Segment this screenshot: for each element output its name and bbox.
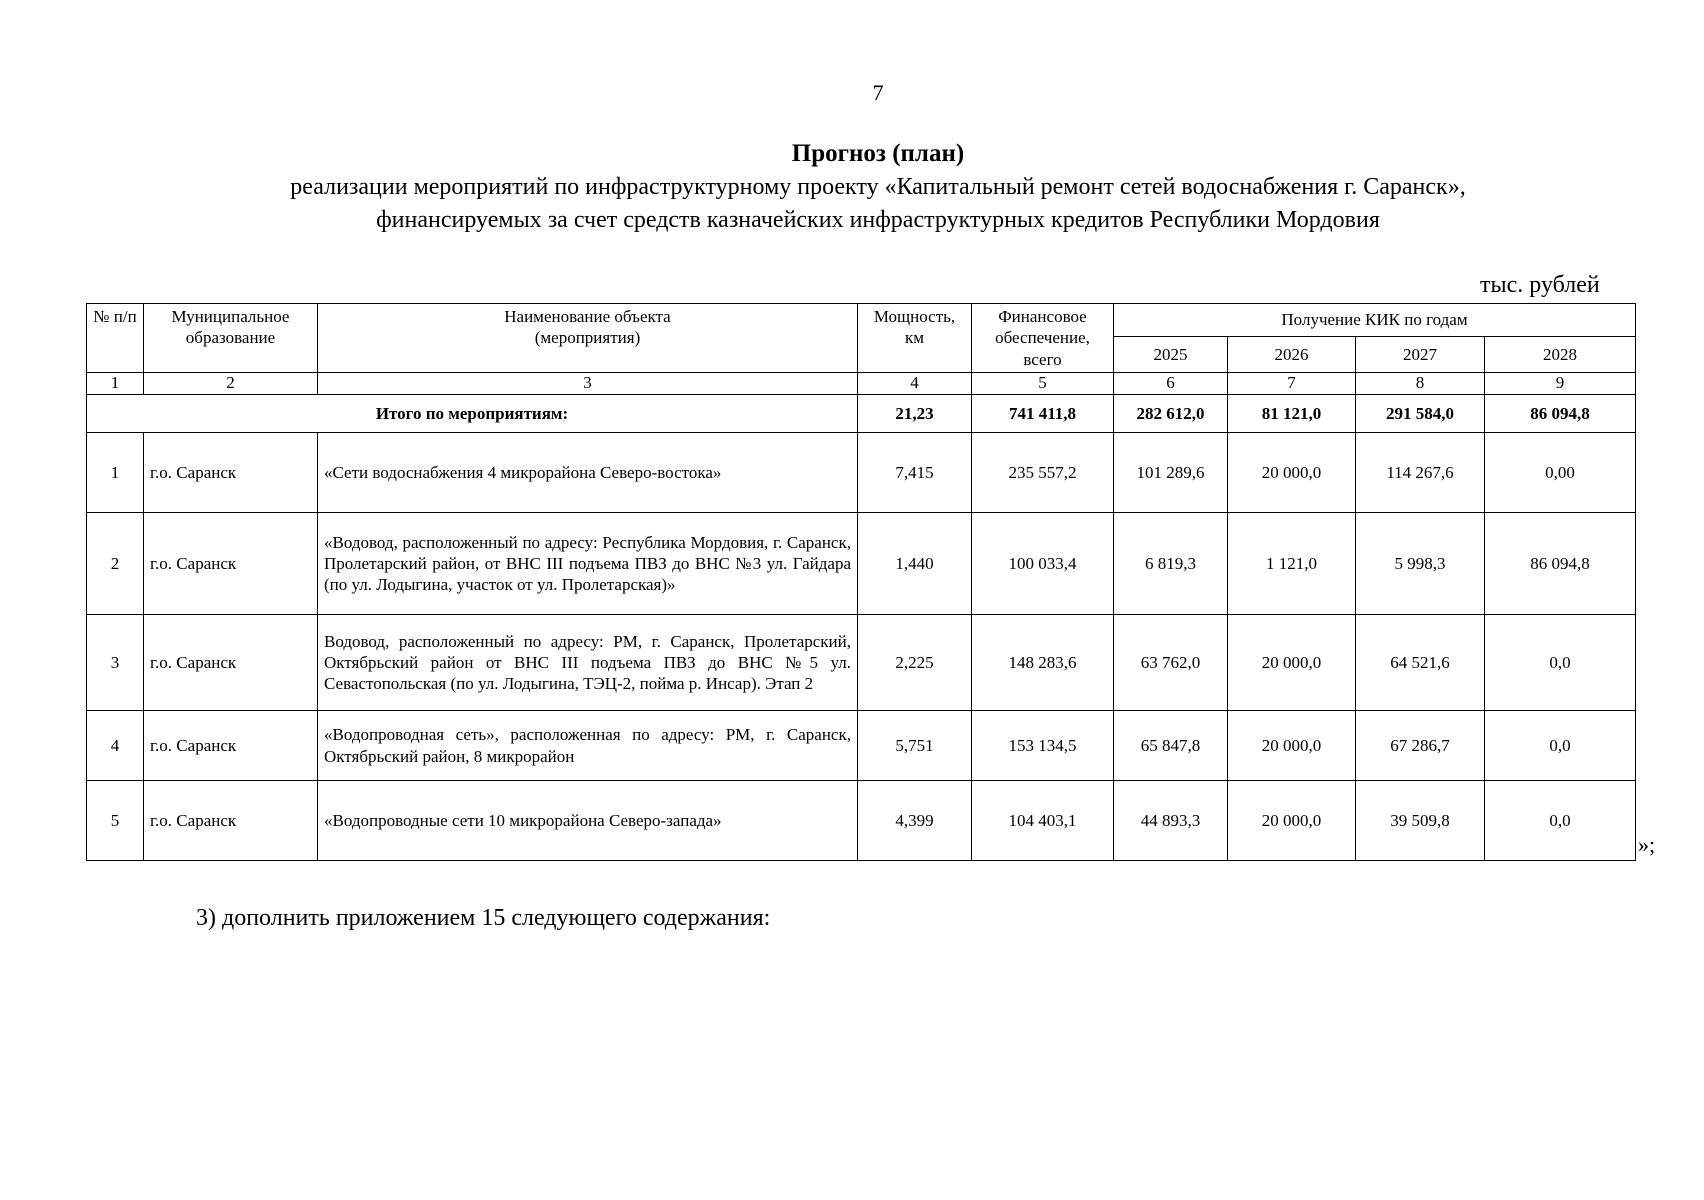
- table-row: [87, 513, 1636, 615]
- column-number: 9: [1485, 373, 1636, 395]
- row-2025: 44 893,3: [1114, 781, 1228, 861]
- page-number: 7: [872, 80, 884, 105]
- column-number: 1: [87, 373, 144, 395]
- total-capacity: 21,23: [858, 395, 972, 433]
- row-2026: 20 000,0: [1228, 781, 1356, 861]
- document-title: Прогноз (план): [791, 140, 965, 167]
- row-2025: 101 289,6: [1114, 433, 1228, 513]
- header-municipality: Муниципальное образование: [144, 304, 318, 373]
- row-2026: 20 000,0: [1228, 433, 1356, 513]
- row-2027: 64 521,6: [1356, 615, 1485, 711]
- row-2028: 0,0: [1485, 615, 1636, 711]
- row-num: 4: [87, 711, 144, 781]
- table-row: [87, 711, 1636, 781]
- column-number: 6: [1114, 373, 1228, 395]
- row-capacity: 2,225: [858, 615, 972, 711]
- amendment-text: 3) дополнить приложением 15 следующего содержания:: [196, 905, 771, 931]
- closing-quote-mark: »;: [1638, 832, 1656, 857]
- total-2025: 282 612,0: [1114, 395, 1228, 433]
- header-financing: Финансовое обеспечение, всего: [972, 304, 1114, 373]
- total-label: Итого по мероприятиям:: [87, 395, 858, 433]
- row-2027: 67 286,7: [1356, 711, 1485, 781]
- header-year-2025: 2025: [1114, 337, 1228, 373]
- header-capacity: Мощность, км: [858, 304, 972, 373]
- row-2027: 114 267,6: [1356, 433, 1485, 513]
- row-object: «Водопроводная сеть», расположенная по адресу: РМ, г. Саранск, Октябрьский район, 8 микрорайон: [318, 711, 858, 781]
- header-year-2027: 2027: [1356, 337, 1485, 373]
- row-capacity: 5,751: [858, 711, 972, 781]
- row-num: 2: [87, 513, 144, 615]
- column-number: 7: [1228, 373, 1356, 395]
- row-municipality: г.о. Саранск: [144, 781, 318, 861]
- row-municipality: г.о. Саранск: [144, 513, 318, 615]
- column-number: 5: [972, 373, 1114, 395]
- table-row: [87, 433, 1636, 513]
- row-2026: 20 000,0: [1228, 711, 1356, 781]
- row-capacity: 7,415: [858, 433, 972, 513]
- row-object: «Сети водоснабжения 4 микрорайона Северо-востока»: [318, 433, 858, 513]
- row-financing: 148 283,6: [972, 615, 1114, 711]
- row-2028: 0,00: [1485, 433, 1636, 513]
- total-row: [87, 395, 1636, 433]
- row-2025: 65 847,8: [1114, 711, 1228, 781]
- header-object-line2: (мероприятия): [534, 328, 641, 348]
- forecast-table: [86, 303, 1636, 861]
- row-financing: 100 033,4: [972, 513, 1114, 615]
- row-num: 3: [87, 615, 144, 711]
- row-2028: 0,0: [1485, 781, 1636, 861]
- table-row: [87, 781, 1636, 861]
- row-municipality: г.о. Саранск: [144, 615, 318, 711]
- column-number: 3: [318, 373, 858, 395]
- row-2025: 6 819,3: [1114, 513, 1228, 615]
- column-number-row: [87, 373, 1636, 395]
- row-2027: 5 998,3: [1356, 513, 1485, 615]
- row-2026: 1 121,0: [1228, 513, 1356, 615]
- row-capacity: 1,440: [858, 513, 972, 615]
- header-row-top: [87, 304, 1636, 337]
- column-number: 4: [858, 373, 972, 395]
- row-2026: 20 000,0: [1228, 615, 1356, 711]
- row-municipality: г.о. Саранск: [144, 711, 318, 781]
- header-object: [318, 304, 858, 373]
- row-object: Водовод, расположенный по адресу: РМ, г. Саранск, Пролетарский, Октябрьский район от ВНС III подъема ПВЗ до ВНС №5 ул. Севастопольская (по ул. Лодыгина, ТЭЦ-2, пойма р. Инсар). Этап 2: [318, 615, 858, 711]
- header-object-line1: Наименование объекта: [504, 307, 671, 326]
- total-2028: 86 094,8: [1485, 395, 1636, 433]
- row-num: 5: [87, 781, 144, 861]
- row-2028: 0,0: [1485, 711, 1636, 781]
- row-municipality: г.о. Саранск: [144, 433, 318, 513]
- column-number: 8: [1356, 373, 1485, 395]
- row-financing: 104 403,1: [972, 781, 1114, 861]
- document-subtitle-line2: финансируемых за счет средств казначейских инфраструктурных кредитов Республики Мордовия: [376, 207, 1380, 233]
- row-2027: 39 509,8: [1356, 781, 1485, 861]
- units-label: тыс. рублей: [1480, 272, 1600, 298]
- document-subtitle-line1: реализации мероприятий по инфраструктурному проекту «Капитальный ремонт сетей водоснабжения г. Саранск»,: [290, 174, 1466, 200]
- total-financing: 741 411,8: [972, 395, 1114, 433]
- header-year-2028: 2028: [1485, 337, 1636, 373]
- header-num: № п/п: [87, 304, 144, 373]
- header-kik: Получение КИК по годам: [1114, 304, 1636, 337]
- row-num: 1: [87, 433, 144, 513]
- row-capacity: 4,399: [858, 781, 972, 861]
- total-2027: 291 584,0: [1356, 395, 1485, 433]
- total-2026: 81 121,0: [1228, 395, 1356, 433]
- row-object: «Водовод, расположенный по адресу: Республика Мордовия, г. Саранск, Пролетарский район, от ВНС III подъема ПВЗ до ВНС №3 ул. Гайдара (по ул. Лодыгина, участок от ул. Пролетарская)»: [318, 513, 858, 615]
- table-row: [87, 615, 1636, 711]
- row-2028: 86 094,8: [1485, 513, 1636, 615]
- row-financing: 153 134,5: [972, 711, 1114, 781]
- row-object: «Водопроводные сети 10 микрорайона Северо-запада»: [318, 781, 858, 861]
- row-2025: 63 762,0: [1114, 615, 1228, 711]
- row-financing: 235 557,2: [972, 433, 1114, 513]
- header-year-2026: 2026: [1228, 337, 1356, 373]
- column-number: 2: [144, 373, 318, 395]
